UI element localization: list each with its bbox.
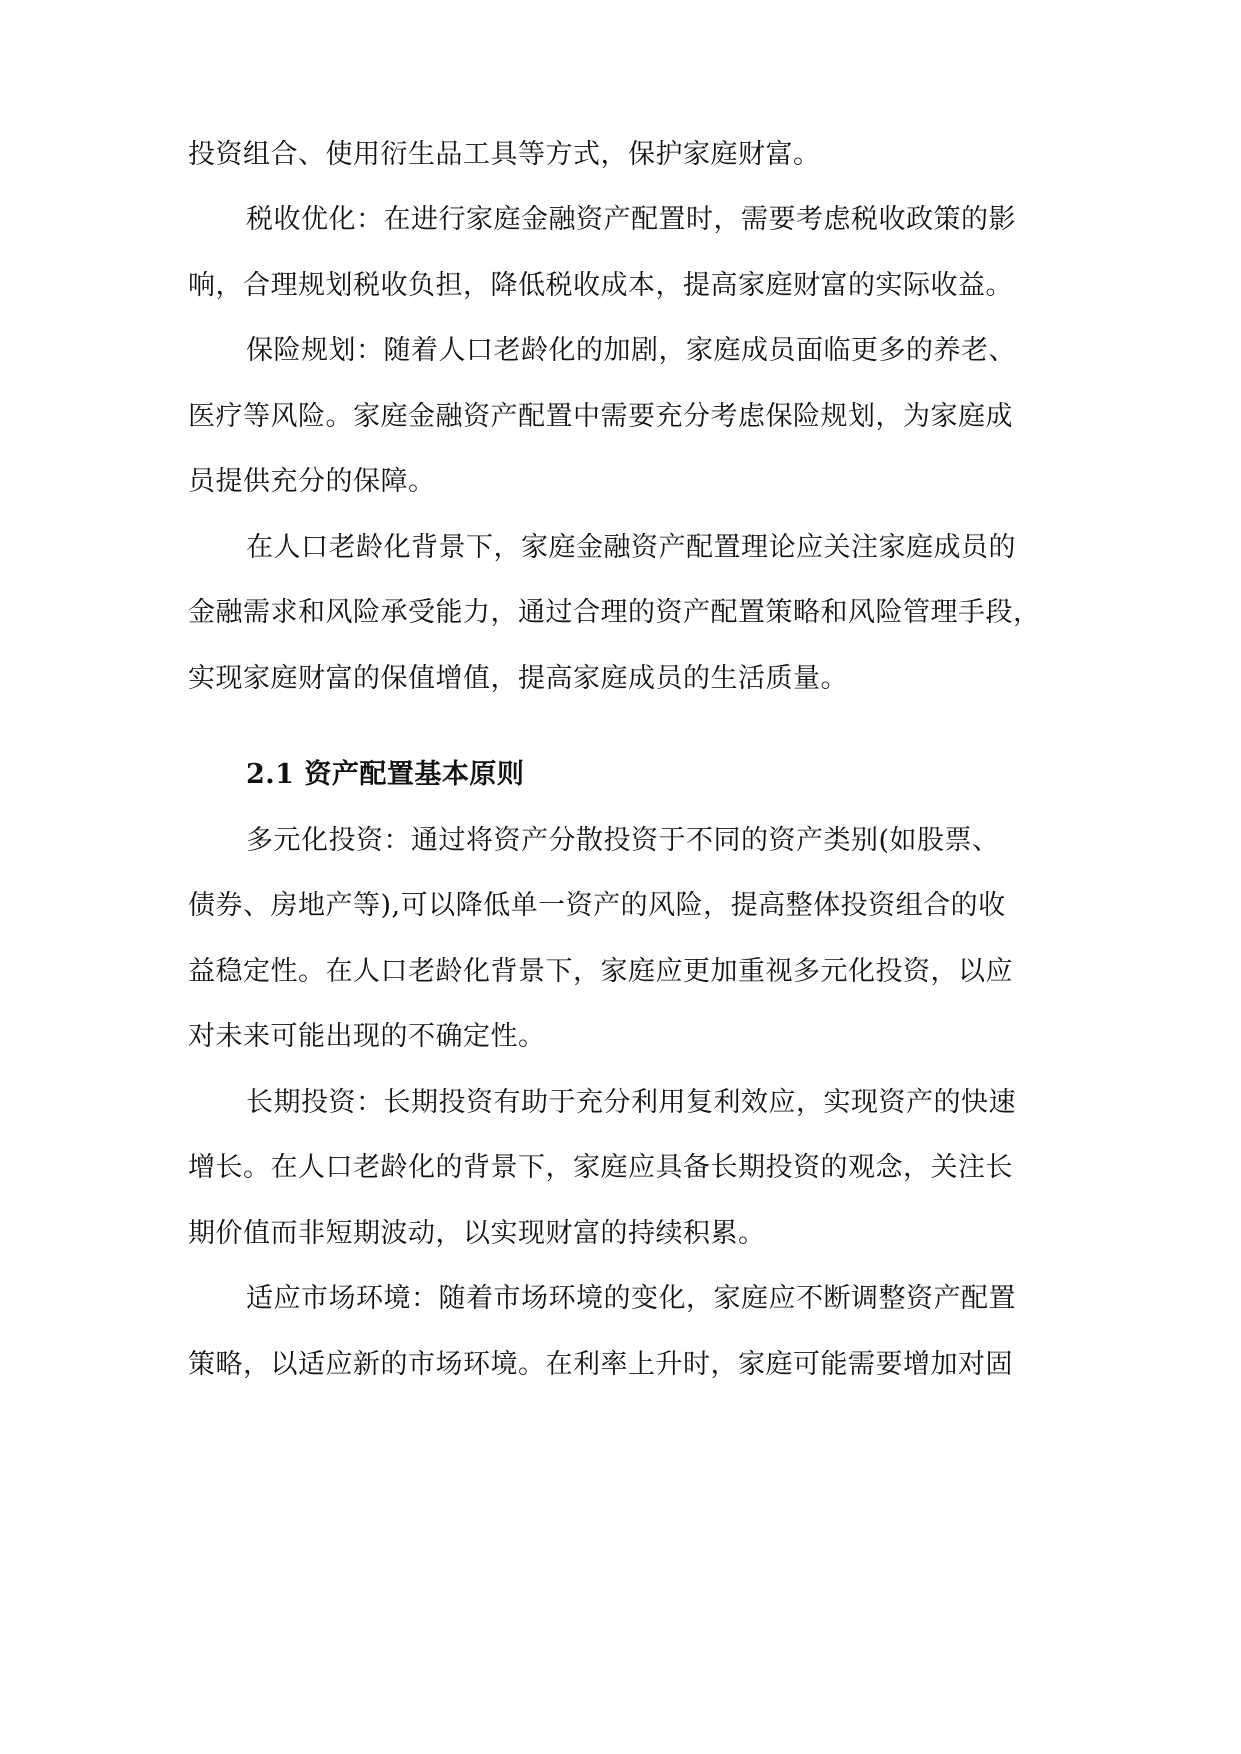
text-line: 策略，以适应新的市场环境。在利率上升时，家庭可能需要增加对固 xyxy=(188,1349,1013,1380)
section-heading: 2.1 资产配置基本原则 xyxy=(246,759,525,790)
text-line: 员提供充分的保障。 xyxy=(188,466,436,497)
text-line: 税收优化：在进行家庭金融资产配置时，需要考虑税收政策的影 xyxy=(246,204,1016,235)
text-line: 金融需求和风险承受能力，通过合理的资产配置策略和风险管理手段， xyxy=(188,597,1041,628)
text-line: 对未来可能出现的不确定性。 xyxy=(188,1021,546,1052)
text-line: 投资组合、使用衍生品工具等方式，保护家庭财富。 xyxy=(188,139,821,170)
text-line: 益稳定性。在人口老龄化背景下，家庭应更加重视多元化投资，以应 xyxy=(188,956,1013,987)
text-line: 期价值而非短期波动，以实现财富的持续积累。 xyxy=(188,1218,766,1249)
text-line: 长期投资：长期投资有助于充分利用复利效应，实现资产的快速 xyxy=(246,1087,1016,1118)
text-line: 适应市场环境：随着市场环境的变化，家庭应不断调整资产配置 xyxy=(246,1283,1016,1314)
text-line: 债券、房地产等),可以降低单一资产的风险，提高整体投资组合的收 xyxy=(188,890,1006,921)
text-line: 医疗等风险。家庭金融资产配置中需要充分考虑保险规划，为家庭成 xyxy=(188,401,1013,432)
text-line: 保险规划：随着人口老龄化的加剧，家庭成员面临更多的养老、 xyxy=(246,335,1016,366)
text-line: 多元化投资：通过将资产分散投资于不同的资产类别(如股票、 xyxy=(246,825,1000,856)
text-line: 在人口老龄化背景下，家庭金融资产配置理论应关注家庭成员的 xyxy=(246,532,1016,563)
text-line: 实现家庭财富的保值增值，提高家庭成员的生活质量。 xyxy=(188,663,848,694)
text-line: 增长。在人口老龄化的背景下，家庭应具备长期投资的观念，关注长 xyxy=(188,1152,1013,1183)
text-line: 响，合理规划税收负担，降低税收成本，提高家庭财富的实际收益。 xyxy=(188,270,1013,301)
